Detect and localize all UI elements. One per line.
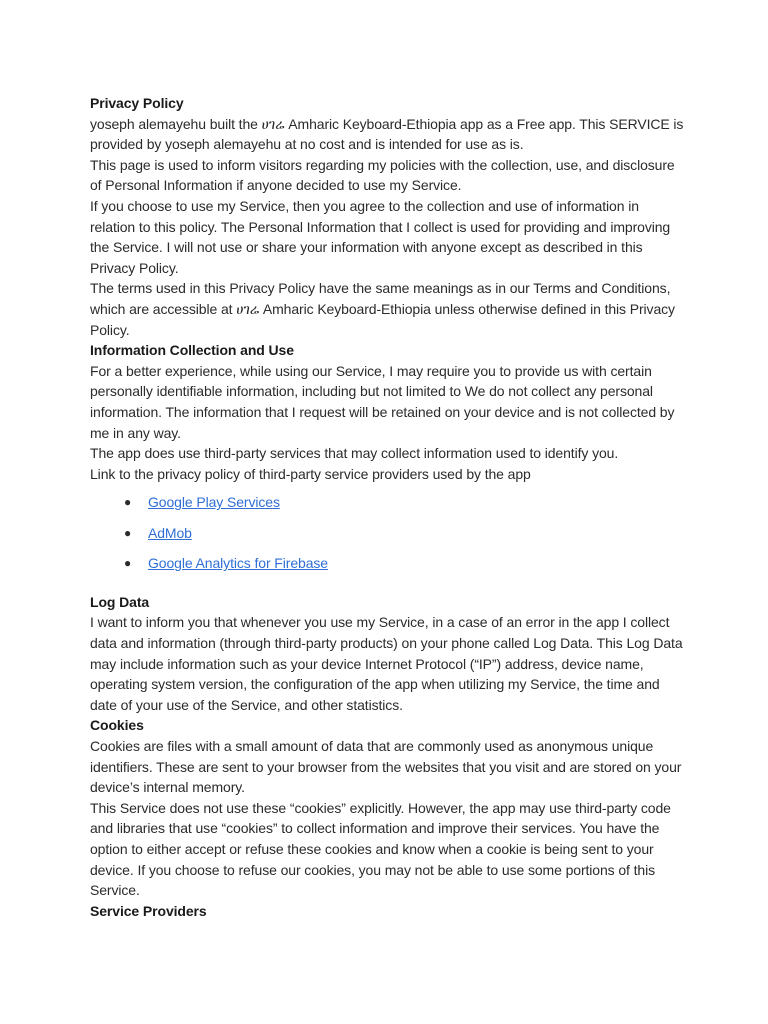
list-item <box>124 492 686 523</box>
paragraph: If you choose to use my Service, then you agree to the collection and use of information in relation to this policy. The Personal Information that I collect is used for providing and improving the Service. I will not use or share your information with anyone except as described in this Privacy Policy. <box>90 197 671 276</box>
paragraph: This page is used to inform visitors regarding my policies with the collection, use, and disclosure of Personal Information if anyone decided to use my Service. <box>90 156 675 194</box>
heading-privacy-policy: Privacy Policy <box>90 95 184 111</box>
heading-log-data: Log Data <box>90 593 150 610</box>
paragraph: The app does use third-party services that may collect information used to identify you. <box>90 445 619 462</box>
document-page <box>90 93 686 921</box>
link-google-play-services[interactable]: Google Play Services <box>148 494 280 511</box>
paragraph: yoseph alemayehu built the ሀገሬ Amharic Keyboard-Ethiopia app as a Free app. This SERVICE is provided by yoseph alemayehu at no cost and is intended for use as is. <box>90 115 684 153</box>
bullet-icon: ● <box>124 525 132 540</box>
bullet-icon: ● <box>124 556 132 571</box>
heading-information-collection: Information Collection and Use <box>90 342 294 359</box>
paragraph: Link to the privacy policy of third-party service providers used by the app <box>90 465 531 482</box>
list-item <box>124 523 686 554</box>
third-party-links-list <box>90 492 686 584</box>
paragraph: For a better experience, while using our Service, I may require you to provide us with certain personally identifiable information, including but not limited to We do not collect any personal information. The information that I request will be retained on your device and is not collected by me in any way. <box>90 362 675 441</box>
bullet-icon: ● <box>124 495 132 510</box>
paragraph: I want to inform you that whenever you use my Service, in a case of an error in the app I collect data and information (through third-party products) on your phone called Log Data. This Log Data may include information such as your device Internet Protocol (“IP”) address, device name, operating system version, the configuration of the app when utilizing my Service, the time and date of your use of the Service, and other statistics. <box>90 614 683 713</box>
link-admob[interactable]: AdMob <box>148 524 192 541</box>
link-google-analytics-firebase[interactable]: Google Analytics for Firebase <box>148 555 328 572</box>
paragraph: This Service does not use these “cookies” explicitly. However, the app may use third-party code and libraries that use “cookies” to collect information and improve their services. You have the option to either accept or refuse these cookies and know when a cookie is being sent to your device. If you choose to refuse our cookies, you may not be able to use some portions of this Service. <box>90 799 671 899</box>
paragraph: The terms used in this Privacy Policy have the same meanings as in our Terms and Conditions, which are accessible at ሀገሬ Amharic Keyboard-Ethiopia unless otherwise defined in this Privacy Policy. <box>90 280 675 338</box>
heading-service-providers: Service Providers <box>90 902 207 919</box>
heading-cookies: Cookies <box>90 717 144 734</box>
list-item <box>124 553 686 584</box>
paragraph: Cookies are files with a small amount of data that are commonly used as anonymous unique identifiers. These are sent to your browser from the websites that you visit and are stored on your device’s internal memory. <box>90 737 682 796</box>
